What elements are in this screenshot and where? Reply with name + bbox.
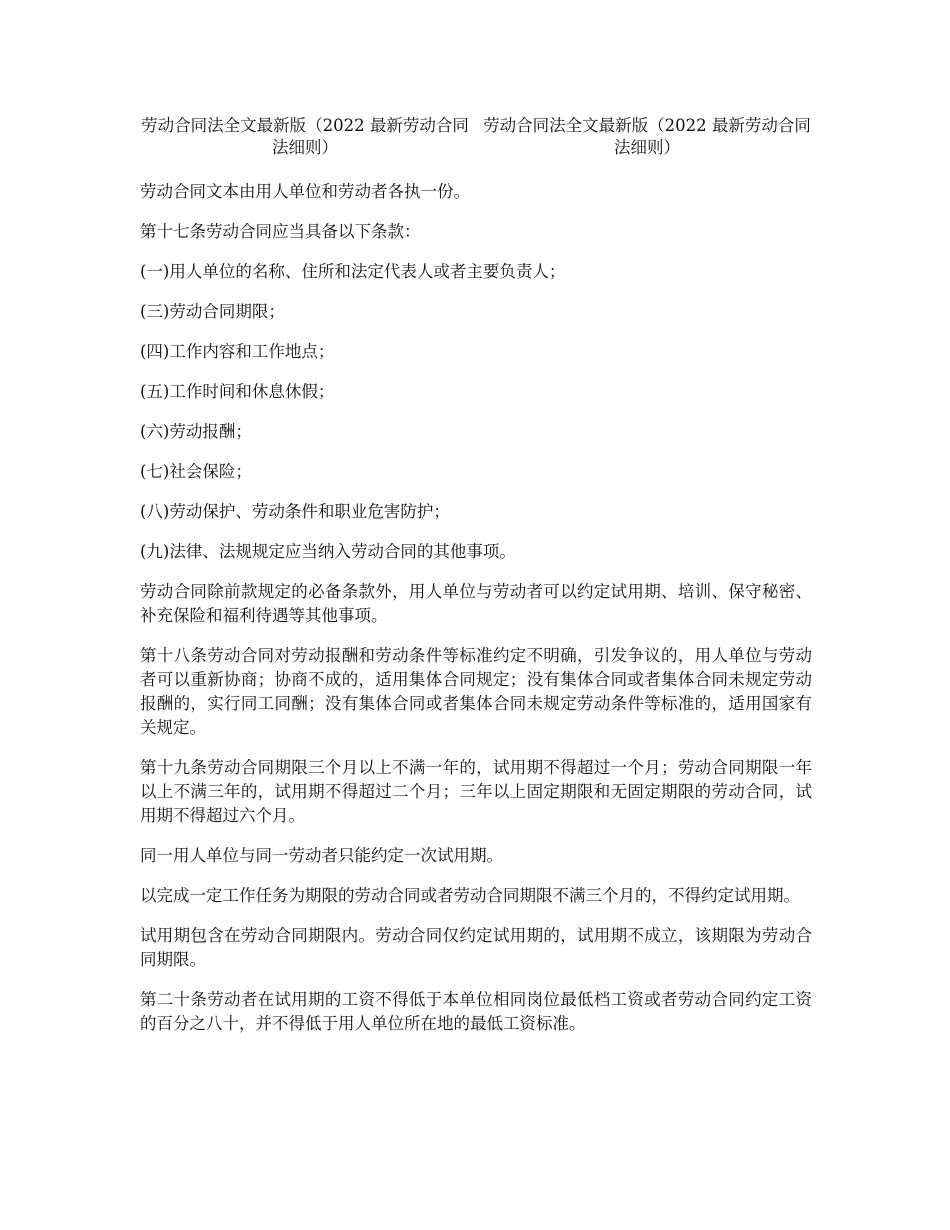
paragraph: 试用期包含在劳动合同期限内。劳动合同仅约定试用期的，试用期不成立，该期限为劳动合同期限。: [140, 926, 812, 969]
page-header: [140, 115, 812, 159]
paragraph: 劳动合同文本由用人单位和劳动者各执一份。: [140, 182, 470, 201]
header-title-left: 劳动合同法全文最新版（2022 最新劳动合同法细则）: [141, 116, 469, 157]
list-item: (四)工作内容和工作地点；: [140, 342, 335, 361]
list-item: (九)法律、法规规定应当纳入劳动合同的其他事项。: [140, 542, 516, 561]
paragraph: 同一用人单位与同一劳动者只能约定一次试用期。: [140, 846, 503, 865]
paragraph: 第十八条劳动合同对劳动报酬和劳动条件等标准约定不明确，引发争议的，用人单位与劳动者可以重新协商；协商不成的，适用集体合同规定；没有集体合同或者集体合同未规定劳动报酬的，实行同工同酬；没有集体合同或者集体合同未规定劳动条件等标准的，适用国家有关规定。: [140, 646, 812, 737]
paragraph: 第二十条劳动者在试用期的工资不得低于本单位相同岗位最低档工资或者劳动合同约定工资的百分之八十，并不得低于用人单位所在地的最低工资标准。: [140, 990, 812, 1033]
document-body: [140, 180, 812, 1052]
list-item: (五)工作时间和休息休假；: [140, 382, 335, 401]
article-heading: 第十七条劳动合同应当具备以下条款：: [140, 222, 421, 241]
list-item: (八)劳动保护、劳动条件和职业危害防护；: [140, 502, 450, 521]
list-item: (七)社会保险；: [140, 462, 252, 481]
header-title-right: 劳动合同法全文最新版（2022 最新劳动合同法细则）: [483, 116, 811, 157]
list-item: (六)劳动报酬；: [140, 422, 252, 441]
list-item: (一)用人单位的名称、住所和法定代表人或者主要负责人；: [140, 262, 566, 281]
paragraph: 以完成一定工作任务为期限的劳动合同或者劳动合同期限不满三个月的，不得约定试用期。: [140, 886, 800, 905]
paragraph: 劳动合同除前款规定的必备条款外，用人单位与劳动者可以约定试用期、培训、保守秘密、补充保险和福利待遇等其他事项。: [140, 582, 812, 625]
paragraph: 第十九条劳动合同期限三个月以上不满一年的，试用期不得超过一个月；劳动合同期限一年以上不满三年的，试用期不得超过二个月；三年以上固定期限和无固定期限的劳动合同，试用期不得超过六个月。: [140, 758, 812, 825]
list-item: (三)劳动合同期限；: [140, 302, 285, 321]
